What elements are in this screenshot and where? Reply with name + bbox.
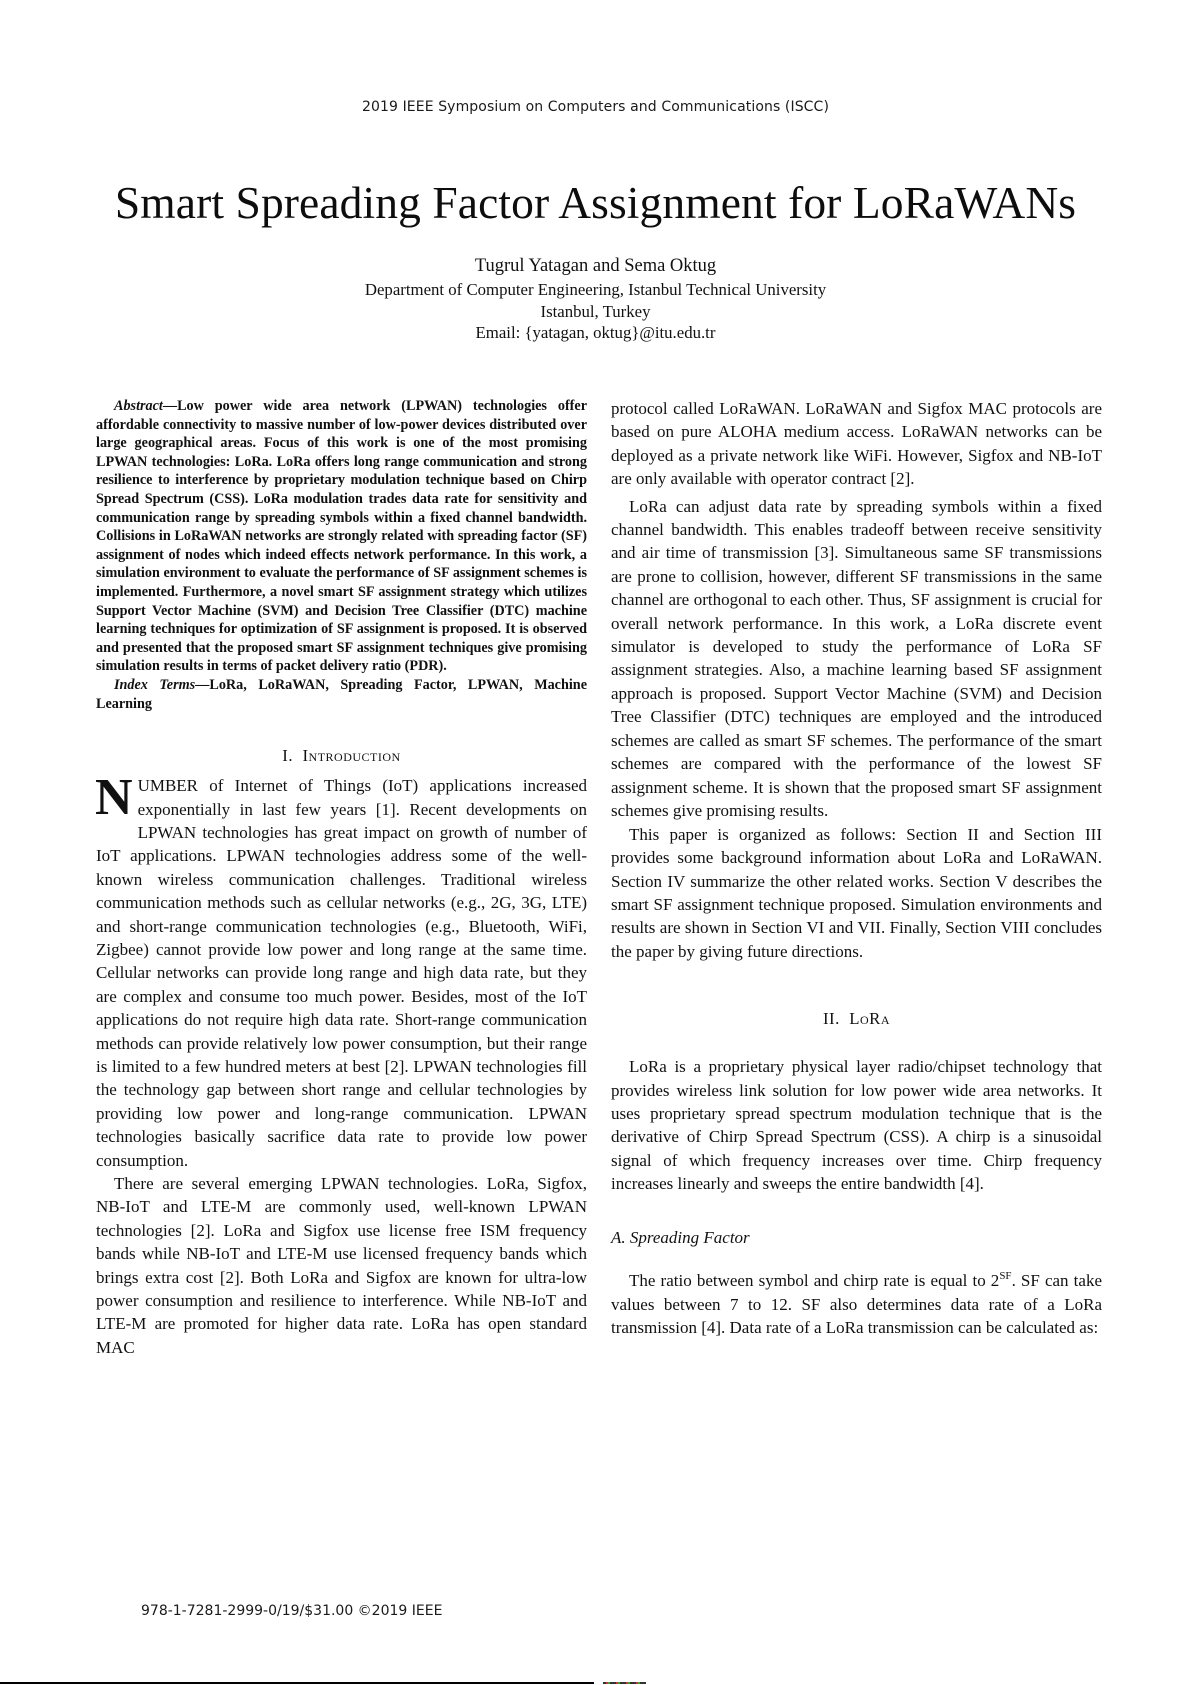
intro-paragraph-2-part-2: protocol called LoRaWAN. LoRaWAN and Sigfox MAC protocols are based on pure ALOHA medium access. LoRaWAN networks can be deployed as a private network like WiFi. However, Sigfox and NB-IoT are only available with operator contract [2]. — [611, 399, 1102, 489]
sf-superscript: SF — [999, 1270, 1012, 1283]
left-column — [96, 397, 587, 1359]
bottom-rule — [0, 1682, 594, 1684]
conference-header: 2019 IEEE Symposium on Computers and Communications (ISCC) — [362, 99, 829, 115]
index-terms — [96, 676, 587, 713]
intro-paragraph-1-text: UMBER of Internet of Things (IoT) applications increased exponentially in last few years [1]. Recent developments on LPWAN technologies has great impact on growth of number of IoT applications. LPWAN technologies address some of the well-known wireless communication challenges. Traditional wireless communication methods such as cellular networks (e.g., 2G, 3G, LTE) and short-range communication technologies (e.g., Bluetooth, WiFi, Zigbee) cannot provide low power and long range at the same time. Cellular networks can provide long range and high data rate, but they are complex and consume too much power. Besides, most of the IoT applications do not require high data rate. Short-range communication methods can provide relatively low power consumption, but their range is limited to a few hundred meters at best [2]. LPWAN technologies fill the technology gap between short range and cellular technologies by providing low power and long-range communication. LPWAN technologies basically sacrifice data rate to provide low power consumption. — [96, 776, 587, 1170]
spreading-factor-paragraph — [611, 1269, 1102, 1339]
section-heading-lora — [611, 1009, 1102, 1029]
abstract-text: —Low power wide area network (LPWAN) technologies offer affordable connectivity to massive number of low-power devices distributed over large geographical areas. Focus of this work is one of the most promising LPWAN technologies: LoRa. LoRa offers long range communication and strong resilience to interference by proprietary modulation technique based on Chirp Spread Spectrum (CSS). LoRa modulation trades data rate for sensitivity and communication range by spreading symbols within a fixed channel bandwidth. Collisions in LoRaWAN networks are strongly related with spreading factor (SF) assignment of nodes which indeed effects network performance. In this work, a simulation environment to evaluate the performance of SF assignment schemes is implemented. Furthermore, a novel smart SF assignment strategy which utilizes Support Vector Machine (SVM) and Decision Tree Classifier (DTC) machine learning techniques for optimization of SF assignment is proposed. It is observed and presented that the proposed smart SF assignment techniques give promising simulation results in terms of packet delivery ratio (PDR). — [96, 398, 587, 675]
lora-paragraph-1: LoRa is a proprietary physical layer radio/chipset technology that provides wireless link solution for low power wide area networks. It uses proprietary spread spectrum modulation technique that is the derivative of Chirp Spread Spectrum (CSS). A chirp is a sinusoidal signal of which frequency increases over time. Chirp frequency increases linearly and sweeps the entire bandwidth [4]. — [611, 1057, 1102, 1194]
intro-paragraph-1 — [95, 769, 587, 1172]
section-number: I. — [282, 746, 294, 766]
sf-text-before: The ratio between symbol and chirp rate is equal to 2 — [629, 1271, 1000, 1291]
bottom-rule-artifact — [603, 1682, 646, 1684]
index-terms-text: —LoRa, LoRaWAN, Spreading Factor, LPWAN, Machine Learning — [96, 676, 587, 712]
section-title: Introduction — [302, 746, 401, 766]
copyright-footer: 978-1-7281-2999-0/19/$31.00 ©2019 IEEE — [141, 1603, 443, 1619]
affiliation-location: Istanbul, Turkey — [540, 301, 651, 321]
subsection-heading-spreading-factor: A. Spreading Factor — [611, 1227, 750, 1247]
sf-text-after: . SF can take values between 7 to 12. SF also determines data rate of a LoRa transmission [4]. Data rate of a LoRa transmission can be calculated as: — [611, 1271, 1102, 1337]
intro-paragraph-3: LoRa can adjust data rate by spreading symbols within a fixed channel bandwidth. This enables tradeoff between receive sensitivity and air time of transmission [3]. Simultaneous same SF transmissions are prone to collision, however, different SF transmissions in the same channel are orthogonal to each other. Thus, SF assignment is crucial for overall network performance. In this work, a LoRa discrete event simulator is developed to study the performance of LoRa SF assignment strategies. Also, a machine learning based SF assignment approach is proposed. Support Vector Machine (SVM) and Decision Tree Classifier (DTC) techniques are employed and the introduced schemes are called as smart SF schemes. The performance of the smart schemes are compared with the performance of the lowest SF assignment scheme. It is shown that the proposed smart SF assignment schemes give promising results. — [611, 496, 1102, 820]
paper-title: Smart Spreading Factor Assignment for LoRaWANs — [114, 177, 1077, 228]
right-column — [611, 397, 1102, 1339]
author-names: Tugrul Yatagan and Sema Oktug — [474, 256, 717, 276]
section-title: LoRa — [849, 1009, 891, 1029]
affiliation-department: Department of Computer Engineering, Istanbul Technical University — [364, 280, 827, 299]
abstract-label: Abstract — [114, 398, 163, 414]
intro-paragraph-2-part-1: There are several emerging LPWAN technologies. LoRa, Sigfox, NB-IoT and LTE-M are commonly used, well-known LPWAN technologies [2]. LoRa and Sigfox use license free ISM frequency bands while NB-IoT and LTE-M use licensed frequency bands which brings extra cost [2]. Both LoRa and Sigfox are known for ultra-low power consumption and resilience to interference. While NB-IoT and LTE-M are promoted for higher data rate. LoRa has open standard MAC — [96, 1174, 587, 1357]
section-heading-introduction — [96, 746, 587, 766]
author-email: Email: {yatagan, oktug}@itu.edu.tr — [475, 323, 716, 343]
abstract — [96, 397, 587, 676]
author-block — [0, 254, 1191, 344]
section-number: II. — [822, 1009, 840, 1029]
drop-cap: N — [95, 769, 133, 827]
index-terms-label: Index Terms — [114, 676, 196, 693]
intro-paragraph-4: This paper is organized as follows: Section II and Section III provides some background information about LoRa and LoRaWAN. Section IV summarize the other related works. Section V describes the smart SF assignment technique proposed. Simulation environments and results are shown in Section VI and VII. Finally, Section VIII concludes the paper by giving future directions. — [611, 824, 1102, 961]
